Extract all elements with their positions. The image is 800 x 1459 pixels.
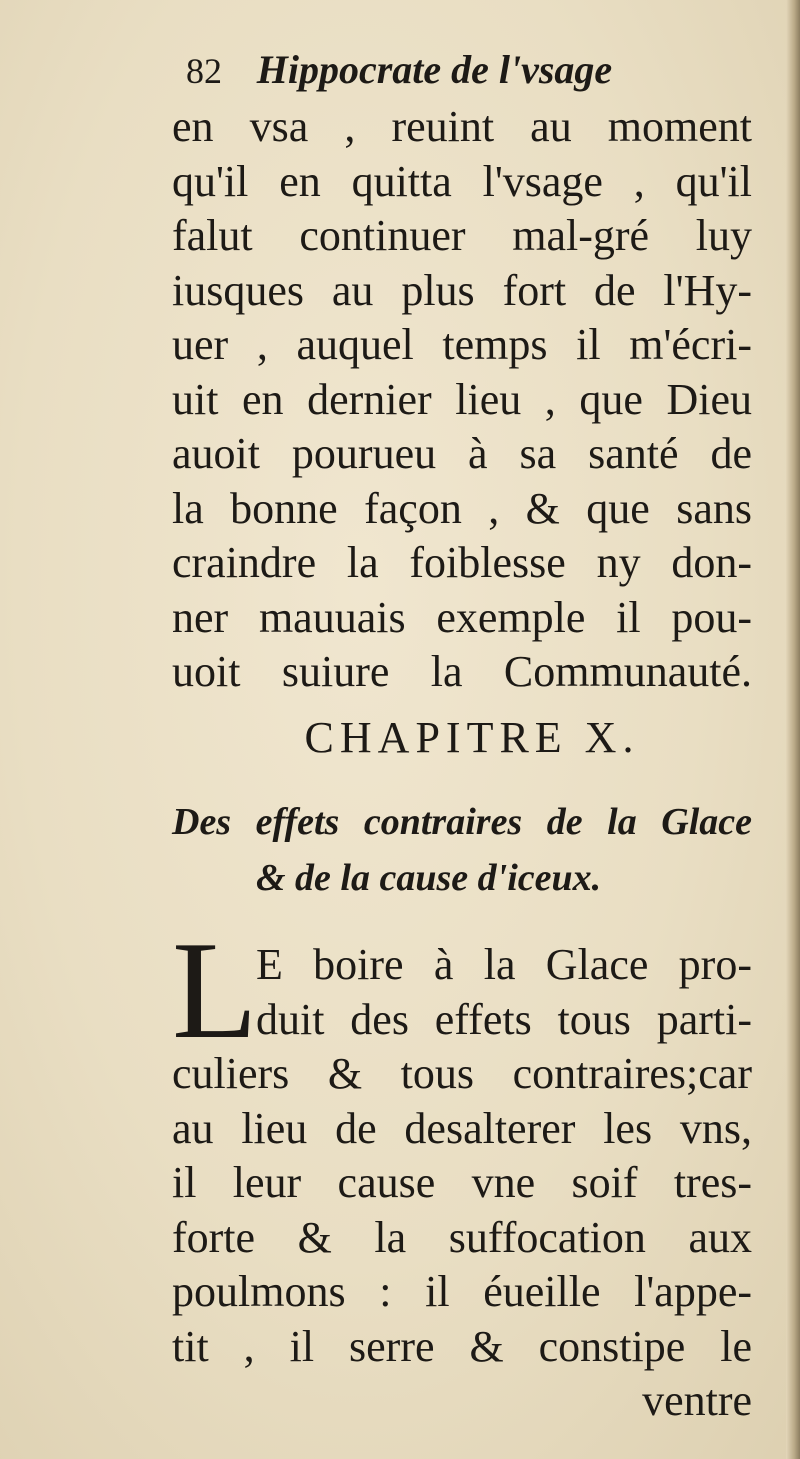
text-line: craindre la foiblesse ny don- (172, 538, 752, 587)
chapter-paragraph (172, 913, 752, 1429)
text-line: culiers & tous contraires;car (172, 1049, 752, 1098)
text-line: uer , auquel temps il m'écri- (172, 320, 752, 369)
text-line: qu'il en quitta l'vsage , qu'il (172, 156, 752, 206)
text-line: en vsa , reuint au moment (172, 102, 752, 151)
text-line: au lieu de desalterer les vns, (172, 1103, 752, 1153)
text-line: falut continuer mal-gré luy (172, 211, 752, 260)
text-line: auoit pourueu à sa santé de (172, 429, 752, 478)
text-line: la bonne façon , & que sans (172, 483, 752, 533)
catchword: ventre (642, 1376, 752, 1425)
text-line: forte & la suffocation aux (172, 1212, 752, 1262)
text-line: E boire à la Glace pro- (256, 940, 752, 989)
chapter-heading: CHAPITRE X. (304, 713, 640, 762)
text-line: iusques au plus fort de l'Hy- (172, 265, 752, 315)
text-line: il leur cause vne soif tres- (172, 1158, 752, 1207)
page-edge-shadow (786, 0, 800, 1459)
running-title: Hippocrate de l'vsage (256, 47, 613, 92)
chapter-subtitle-line-1: Des effets contraires de la Glace (172, 801, 752, 843)
page-number: 82 (186, 51, 222, 91)
text-line: poulmons : il éueille l'appe- (172, 1267, 752, 1316)
drop-cap: L (172, 913, 258, 1068)
text-line: duit des effets tous parti- (256, 994, 752, 1044)
text-line: tit , il serre & constipe le (172, 1321, 752, 1371)
text-line: uoit suiure la Communauté. (172, 647, 752, 696)
chapter-subtitle-line-2: & de la cause d'iceux. (256, 857, 602, 899)
body-paragraph (172, 100, 752, 700)
text-line: uit en dernier lieu , que Dieu (172, 374, 752, 424)
running-head (186, 40, 612, 100)
text-line: ner mauuais exemple il pou- (172, 592, 752, 642)
